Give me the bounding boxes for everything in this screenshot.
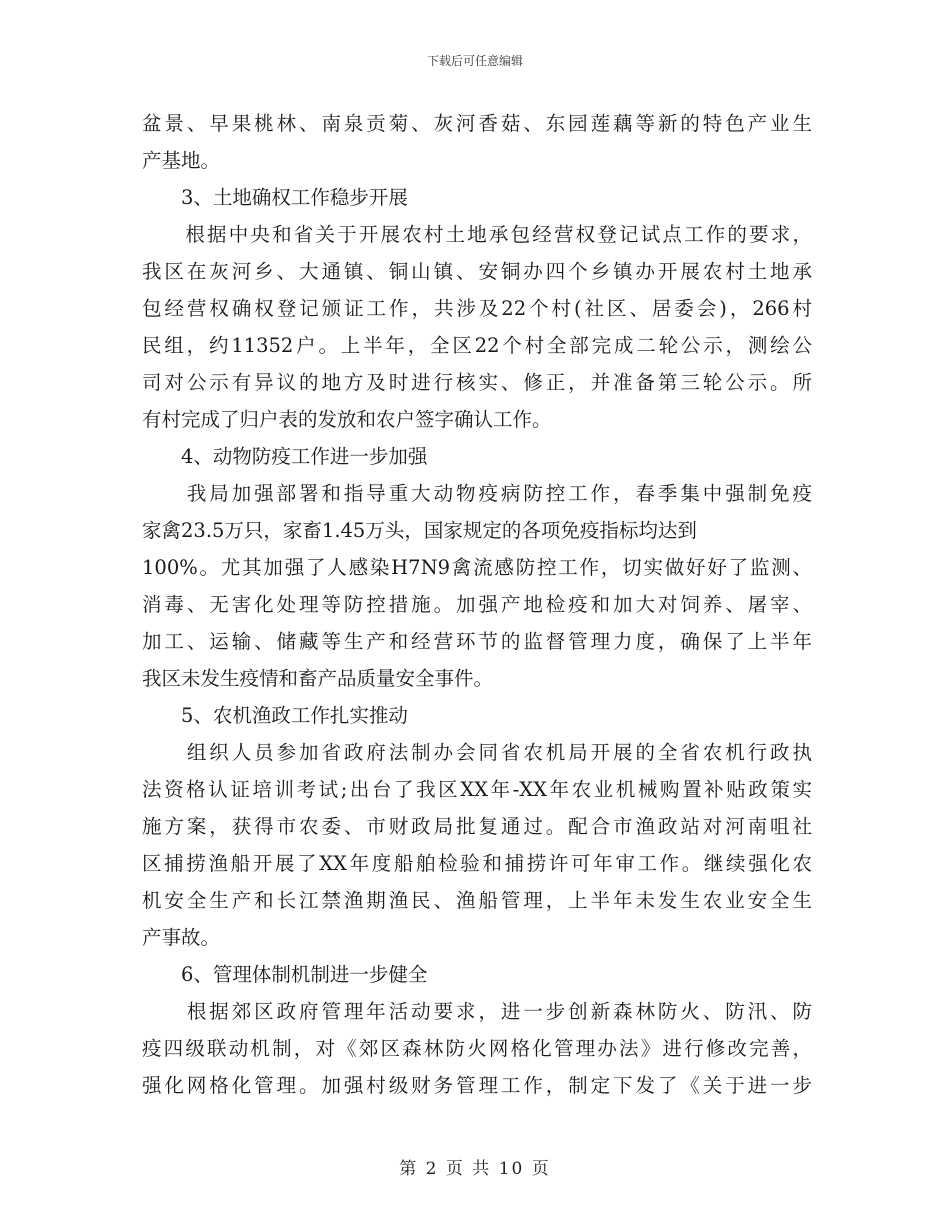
section-heading: 3、土地确权工作稳步开展 <box>142 186 408 209</box>
section-heading: 4、动物防疫工作进一步加强 <box>142 445 428 468</box>
paragraph-line: 产事故。 <box>142 926 221 949</box>
paragraph-line: 有村完成了归户表的发放和农户签字确认工作。 <box>142 408 552 431</box>
paragraph-line: 消毒、无害化处理等防控措施。加强产地检疫和加大对饲养、屠宰、 <box>142 593 812 616</box>
paragraph-line: 司对公示有异议的地方及时进行核实、修正，并准备第三轮公示。所 <box>142 371 812 394</box>
paragraph-line: 100%。尤其加强了人感染H7N9禽流感防控工作，切实做好好了监测、 <box>142 556 812 579</box>
paragraph-line: 根据郊区政府管理年活动要求，进一步创新森林防火、防汛、防 <box>142 1000 812 1023</box>
paragraph-line: 我局加强部署和指导重大动物疫病防控工作，春季集中强制免疫 <box>142 482 812 505</box>
paragraph-line: 根据中央和省关于开展农村土地承包经营权登记试点工作的要求， <box>142 223 812 246</box>
document-body <box>142 105 812 1104</box>
paragraph-line: 家禽23.5万只，家畜1.45万头，国家规定的各项免疫指标均达到 <box>142 519 697 542</box>
paragraph-line: 强化网格化管理。加强村级财务管理工作，制定下发了《关于进一步 <box>142 1074 812 1097</box>
paragraph-line: 盆景、早果桃林、南泉贡菊、灰河香菇、东园莲藕等新的特色产业生 <box>142 112 812 135</box>
paragraph-line: 施方案，获得市农委、市财政局批复通过。配合市渔政站对河南咀社 <box>142 815 812 838</box>
paragraph-line: 组织人员参加省政府法制办会同省农机局开展的全省农机行政执 <box>142 741 812 764</box>
paragraph-line: 产基地。 <box>142 149 221 172</box>
section-heading: 5、农机渔政工作扎实推动 <box>142 704 408 727</box>
paragraph-line: 我区在灰河乡、大通镇、铜山镇、安铜办四个乡镇办开展农村土地承 <box>142 260 812 283</box>
paragraph-line: 区捕捞渔船开展了XX年度船舶检验和捕捞许可年审工作。继续强化农 <box>142 852 812 875</box>
paragraph-line: 机安全生产和长江禁渔期渔民、渔船管理，上半年未发生农业安全生 <box>142 889 812 912</box>
section-heading: 6、管理体制机制进一步健全 <box>142 963 428 986</box>
paragraph-line: 法资格认证培训考试;出台了我区XX年-XX年农业机械购置补贴政策实 <box>142 778 812 801</box>
page-header: 下载后可任意编辑 <box>426 54 523 68</box>
page-number: 第 2 页 共 10 页 <box>399 1159 551 1179</box>
paragraph-line: 我区未发生疫情和畜产品质量安全事件。 <box>142 667 494 690</box>
paragraph-line: 包经营权确权登记颁证工作，共涉及22个村(社区、居委会)，266村 <box>142 297 812 320</box>
paragraph-line: 疫四级联动机制，对《郊区森林防火网格化管理办法》进行修改完善， <box>142 1037 812 1060</box>
paragraph-line: 民组，约11352户。上半年，全区22个村全部完成二轮公示，测绘公 <box>142 334 812 357</box>
paragraph-line: 加工、运输、储藏等生产和经营环节的监督管理力度，确保了上半年 <box>142 630 812 653</box>
